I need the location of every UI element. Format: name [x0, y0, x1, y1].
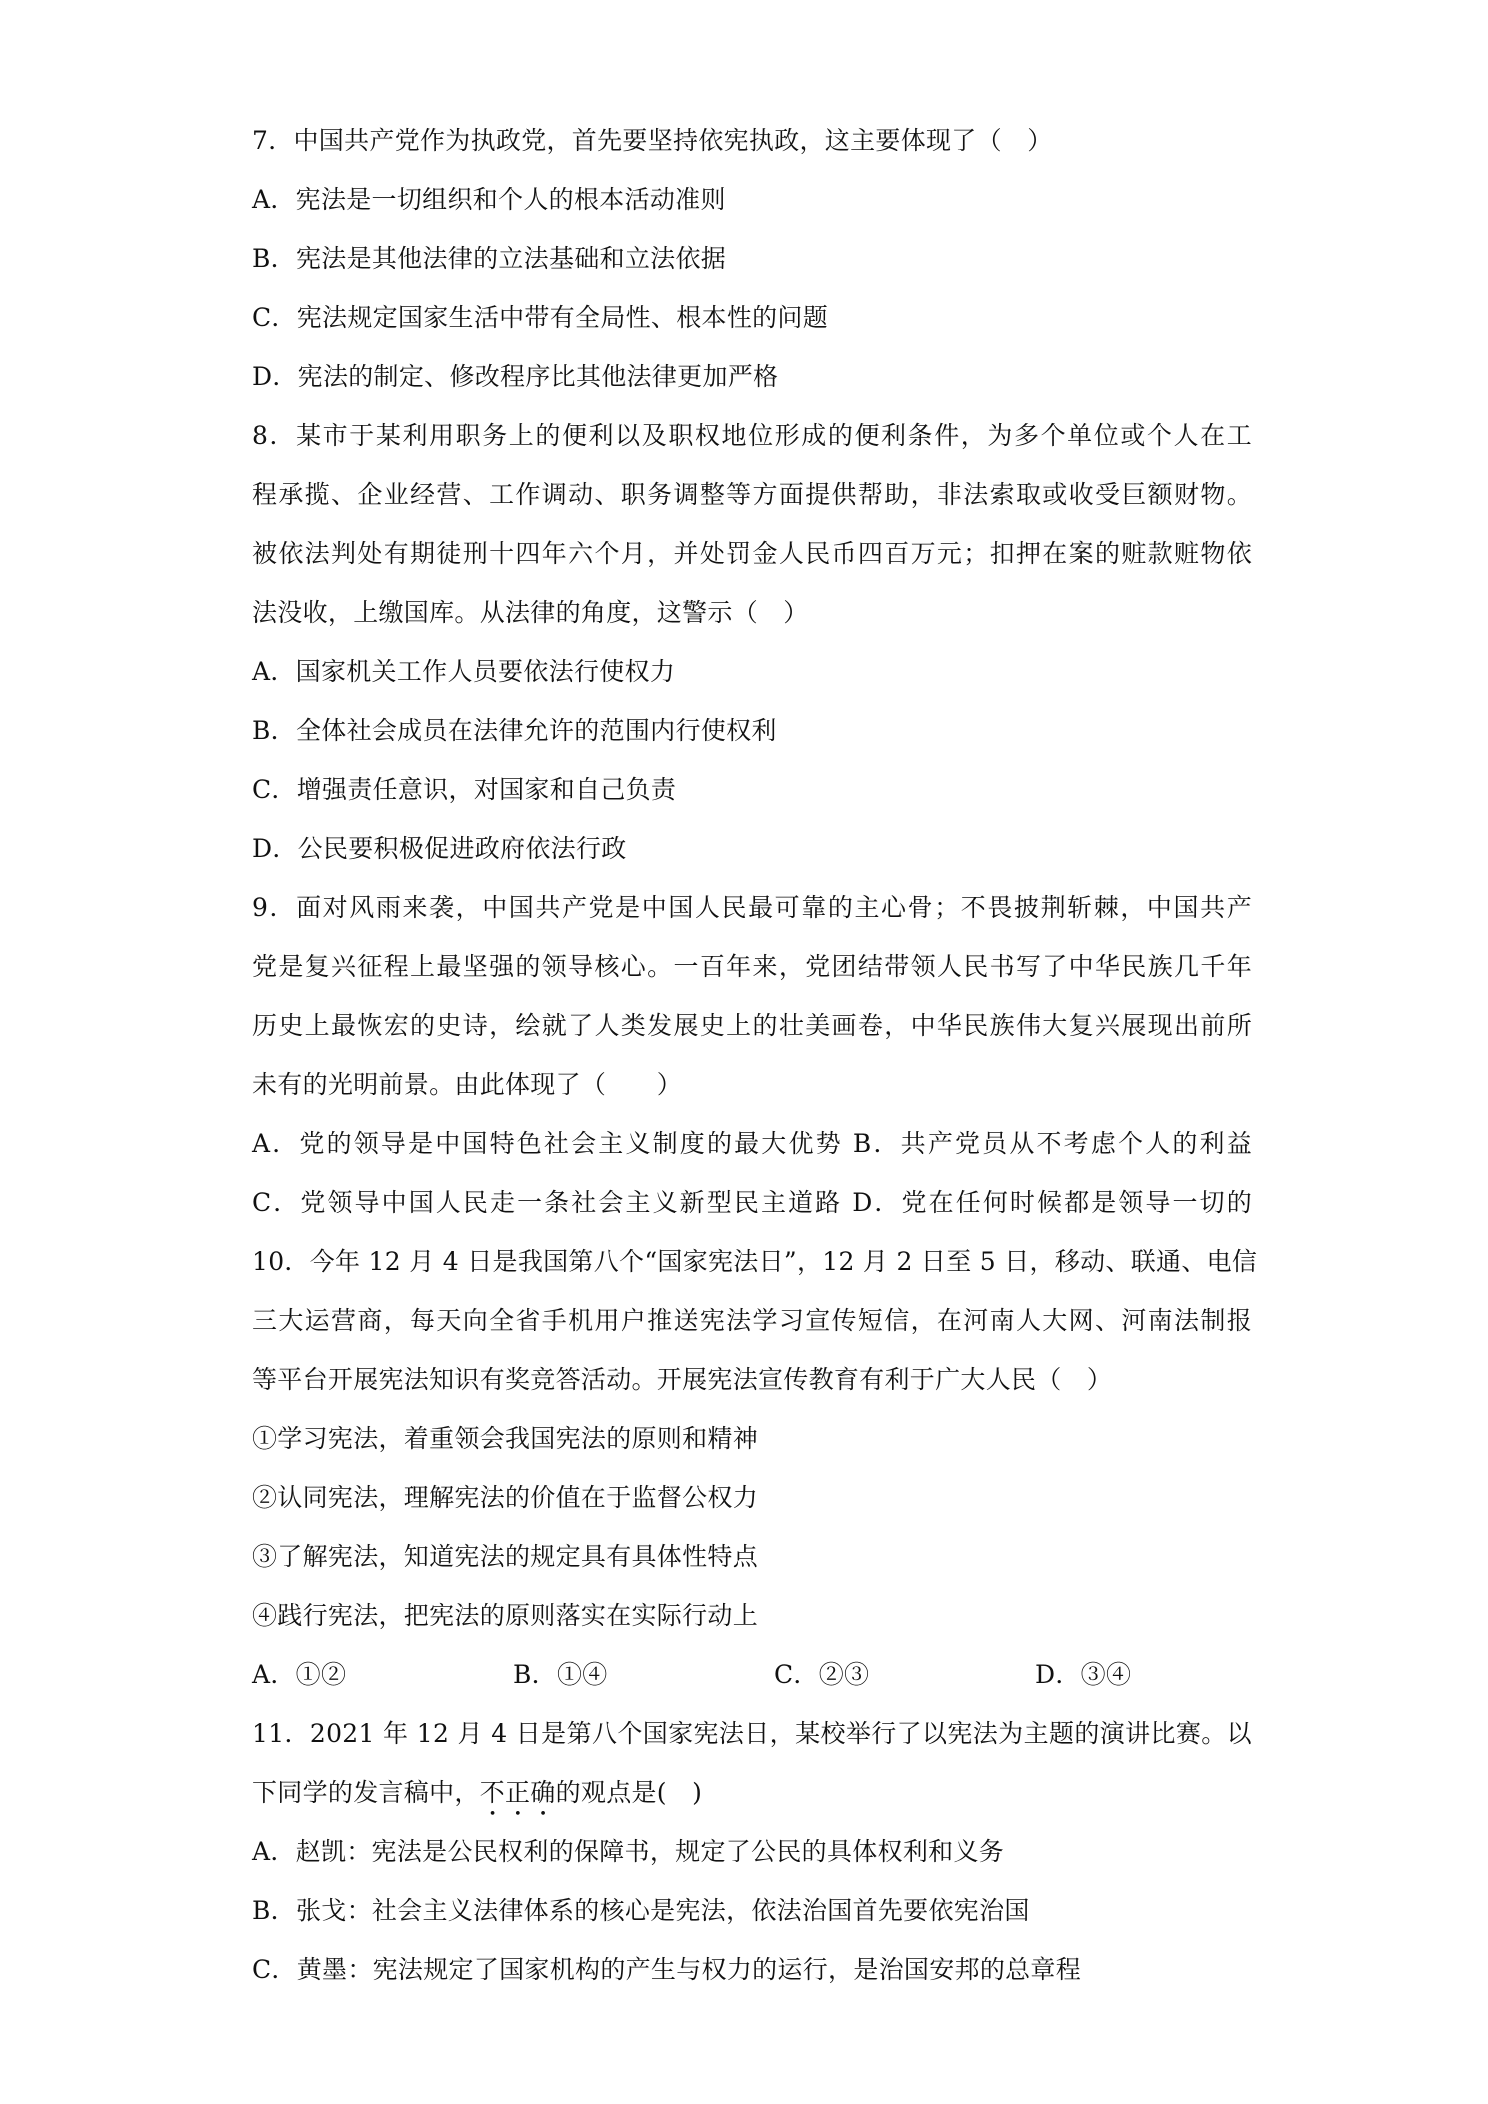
q7-stem: 7．中国共产党作为执政党，首先要坚持依宪执政，这主要体现了（ ） — [252, 126, 1053, 155]
q9-options-line-1: A．党的领导是中国特色社会主义制度的最大优势 B．共产党员从不考虑个人的利益 — [252, 1129, 1252, 1158]
q10-statement-1: ①学习宪法，着重领会我国宪法的原则和精神 — [252, 1424, 759, 1453]
q9-stem-line-4: 未有的光明前景。由此体现了（ ） — [252, 1070, 683, 1099]
q7-option-b: B．宪法是其他法律的立法基础和立法依据 — [252, 244, 727, 273]
q11-option-a: A．赵凯：宪法是公民权利的保障书，规定了公民的具体权利和义务 — [252, 1837, 1005, 1866]
q11-stem-line-2 — [252, 1764, 1252, 1822]
q11-emphasis-text: 不正确 — [479, 1778, 556, 1807]
q7-option-c: C．宪法规定国家生活中带有全局性、根本性的问题 — [252, 303, 829, 332]
q11-stem-prefix: 下同学的发言稿中， — [252, 1778, 480, 1807]
q8-stem-line-1: 8．某市于某利用职务上的便利以及职权地位形成的便利条件，为多个单位或个人在工 — [252, 421, 1252, 450]
q9-options-line-2: C．党领导中国人民走一条社会主义新型民主道路 D．党在任何时候都是领导一切的 — [252, 1188, 1252, 1217]
q10-statement-2: ②认同宪法，理解宪法的价值在于监督公权力 — [252, 1483, 759, 1512]
q10-statement-4: ④践行宪法，把宪法的原则落实在实际行动上 — [252, 1601, 759, 1630]
q8-stem-line-4: 法没收，上缴国库。从法律的角度，这警示（ ） — [252, 598, 809, 627]
q7-option-d: D．宪法的制定、修改程序比其他法律更加严格 — [252, 362, 779, 391]
q11-stem-suffix: 的观点是( ) — [555, 1778, 703, 1807]
q8-stem-line-2: 程承揽、企业经营、工作调动、职务调整等方面提供帮助，非法索取或收受巨额财物。 — [252, 480, 1252, 509]
q11-option-b: B．张戈：社会主义法律体系的核心是宪法，依法治国首先要依宪治国 — [252, 1896, 1030, 1925]
q8-option-c: C．增强责任意识，对国家和自己负责 — [252, 775, 677, 804]
q8-option-d: D．公民要积极促进政府依法行政 — [252, 834, 627, 863]
q11-stem-line-1: 11．2021 年 12 月 4 日是第八个国家宪法日，某校举行了以宪法为主题的演讲比赛。以 — [252, 1719, 1252, 1748]
q10-stem-line-3: 等平台开展宪法知识有奖竞答活动。开展宪法宣传教育有利于广大人民（ ） — [252, 1365, 1113, 1394]
q10-options-row — [252, 1646, 1252, 1704]
q10-option-d: D．③④ — [1035, 1660, 1132, 1689]
q10-stem-line-1: 10．今年 12 月 4 日是我国第八个“国家宪法日”，12 月 2 日至 5 日，移动、联通、电信 — [252, 1247, 1258, 1276]
q8-option-a: A．国家机关工作人员要依法行使权力 — [252, 657, 676, 686]
q9-stem-line-2: 党是复兴征程上最坚强的领导核心。一百年来，党团结带领人民书写了中华民族几千年 — [252, 952, 1252, 981]
q9-stem-line-1: 9．面对风雨来袭，中国共产党是中国人民最可靠的主心骨；不畏披荆斩棘，中国共产 — [252, 893, 1252, 922]
q10-statement-3: ③了解宪法，知道宪法的规定具有具体性特点 — [252, 1542, 759, 1571]
q10-option-a: A．①② — [252, 1660, 347, 1689]
q8-stem-line-3: 被依法判处有期徒刑十四年六个月，并处罚金人民币四百万元；扣押在案的赃款赃物依 — [252, 539, 1252, 568]
q7-option-a: A．宪法是一切组织和个人的根本活动准则 — [252, 185, 726, 214]
q10-option-c: C．②③ — [774, 1660, 870, 1689]
q8-option-b: B．全体社会成员在法律允许的范围内行使权利 — [252, 716, 777, 745]
q9-stem-line-3: 历史上最恢宏的史诗，绘就了人类发展史上的壮美画卷，中华民族伟大复兴展现出前所 — [252, 1011, 1252, 1040]
q10-option-b: B．①④ — [513, 1660, 608, 1689]
q10-stem-line-2: 三大运营商，每天向全省手机用户推送宪法学习宣传短信，在河南人大网、河南法制报 — [252, 1306, 1252, 1335]
q11-option-c: C．黄墨：宪法规定了国家机构的产生与权力的运行，是治国安邦的总章程 — [252, 1955, 1082, 1984]
